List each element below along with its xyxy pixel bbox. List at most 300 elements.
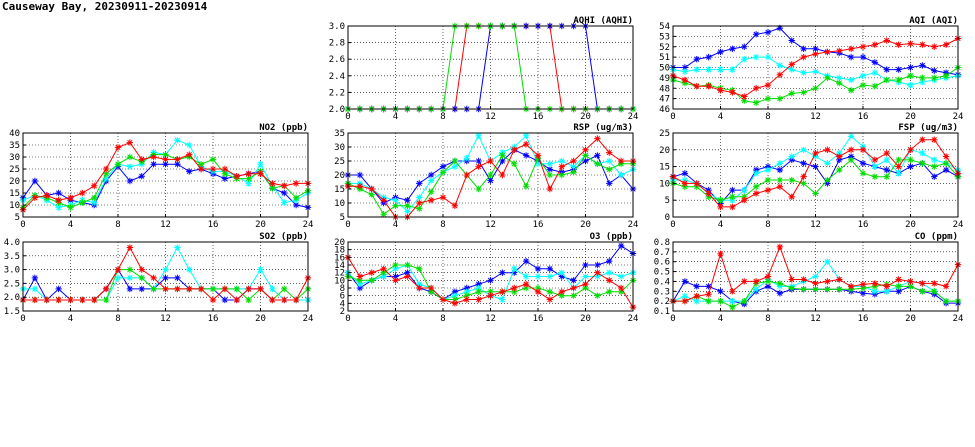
co-series-2-point-12 xyxy=(812,286,818,292)
fsp-series-3-point-22 xyxy=(931,137,937,143)
no2-ytick-label-1: 10 xyxy=(9,201,20,211)
panel-o3 xyxy=(334,232,638,324)
co-series-2-point-9 xyxy=(777,280,783,286)
aqi-series-0-point-6 xyxy=(741,44,747,50)
o3-series-3-point-23 xyxy=(618,285,624,291)
no2-series-0-line xyxy=(23,164,308,207)
o3-series-1-point-16 xyxy=(535,273,541,279)
no2-ytick-label-3: 20 xyxy=(9,177,20,187)
no2-series-3-point-7 xyxy=(103,166,109,172)
so2-series-0-point-12 xyxy=(162,275,168,281)
no2-series-3-point-3 xyxy=(55,197,61,203)
no2-series-3-point-19 xyxy=(245,171,251,177)
rsp-series-3-point-12 xyxy=(487,158,493,164)
so2-ytick-label-3: 3.0 xyxy=(3,265,20,276)
fsp-series-3-point-8 xyxy=(765,187,771,193)
co-series-2-point-3 xyxy=(705,298,711,304)
so2-series-3-point-22 xyxy=(281,297,287,303)
so2-xtick-label-2: 8 xyxy=(115,314,121,324)
aqhi-ytick-label-5: 3.0 xyxy=(328,22,345,32)
aqi-series-3-point-6 xyxy=(741,93,747,99)
so2-series-3-point-3 xyxy=(55,297,61,303)
o3-series-2-point-19 xyxy=(570,292,576,298)
aqi-series-0-point-5 xyxy=(729,46,735,52)
aqi-series-0-point-8 xyxy=(765,29,771,35)
rsp-xtick-label-2: 8 xyxy=(440,220,446,230)
rsp-series-1-point-6 xyxy=(416,194,422,200)
fsp-ytick-label-3: 15 xyxy=(659,162,670,173)
o3-series-0-point-15 xyxy=(523,258,529,264)
fsp-series-2-point-7 xyxy=(753,184,759,190)
aqi-series-3-point-14 xyxy=(836,48,842,54)
no2-series-0-point-9 xyxy=(127,178,133,184)
aqi-series-0-point-19 xyxy=(895,66,901,72)
aqi-ytick-label-4: 50 xyxy=(659,63,670,74)
co-series-1-point-5 xyxy=(729,298,735,304)
fsp-series-3-point-13 xyxy=(824,147,830,153)
fsp-xtick-label-4: 16 xyxy=(857,220,869,230)
fsp-series-3-point-9 xyxy=(777,184,783,190)
co-series-3-point-9 xyxy=(777,244,783,250)
panel-no2 xyxy=(9,123,313,230)
no2-series-2-point-16 xyxy=(210,156,216,162)
co-series-3-point-1 xyxy=(682,298,688,304)
fsp-series-0-point-18 xyxy=(884,167,890,173)
fsp-ytick-label-5: 25 xyxy=(659,129,670,139)
fsp-series-3-point-21 xyxy=(919,137,925,143)
co-series-2-point-19 xyxy=(895,283,901,289)
no2-series-1-point-14 xyxy=(186,142,192,148)
rsp-series-3-point-20 xyxy=(582,147,588,153)
no2-series-3-point-20 xyxy=(257,171,263,177)
no2-series-3-point-18 xyxy=(234,173,240,179)
rsp-series-2-point-11 xyxy=(475,186,481,192)
fsp-series-0-point-5 xyxy=(729,187,735,193)
rsp-series-3-point-21 xyxy=(594,135,600,141)
no2-series-2-point-4 xyxy=(67,204,73,210)
o3-series-1-point-14 xyxy=(511,266,517,272)
rsp-series-3-point-10 xyxy=(464,172,470,178)
no2-series-0-point-14 xyxy=(186,168,192,174)
aqhi-xtick-label-0: 0 xyxy=(345,112,351,122)
o3-series-3-point-1 xyxy=(357,273,363,279)
aqi-series-2-point-8 xyxy=(765,95,771,101)
panel-so2 xyxy=(4,232,314,324)
aqi-series-1-point-1 xyxy=(682,68,688,74)
aqi-ytick-label-3: 49 xyxy=(659,73,670,84)
aqi-series-0-point-10 xyxy=(789,37,795,43)
aqi-series-0-point-22 xyxy=(931,67,937,73)
rsp-series-1-point-15 xyxy=(523,133,529,139)
aqi-series-0-point-3 xyxy=(705,54,711,60)
rsp-series-1-point-22 xyxy=(606,158,612,164)
rsp-series-2-point-7 xyxy=(428,189,434,195)
rsp-ytick-label-4: 25 xyxy=(334,157,345,167)
so2-series-3-point-15 xyxy=(198,286,204,292)
fsp-series-2-point-20 xyxy=(907,157,913,163)
aqi-series-1-point-2 xyxy=(694,66,700,72)
rsp-ytick-label-1: 10 xyxy=(334,199,345,209)
co-series-3-point-17 xyxy=(872,280,878,286)
co-series-1-point-12 xyxy=(812,273,818,279)
fsp-series-0-point-22 xyxy=(931,173,937,179)
fsp-series-3-point-20 xyxy=(907,147,913,153)
o3-xtick-label-6: 24 xyxy=(627,314,639,324)
no2-series-3-point-11 xyxy=(150,154,156,160)
fsp-series-3-point-19 xyxy=(895,163,901,169)
rsp-series-2-point-4 xyxy=(392,203,398,209)
aqi-xtick-label-5: 20 xyxy=(905,112,916,122)
aqi-series-3-point-20 xyxy=(907,40,913,46)
o3-series-2-point-22 xyxy=(606,289,612,295)
rsp-series-3-point-2 xyxy=(369,186,375,192)
so2-series-3-point-20 xyxy=(257,286,263,292)
o3-series-3-point-4 xyxy=(392,277,398,283)
so2-xtick-label-6: 24 xyxy=(302,314,314,324)
no2-series-0-point-22 xyxy=(281,190,287,196)
no2-series-2-point-6 xyxy=(91,195,97,201)
co-series-3-point-11 xyxy=(800,276,806,282)
co-series-3-point-16 xyxy=(860,281,866,287)
aqi-series-3-point-4 xyxy=(717,87,723,93)
aqi-series-0-point-16 xyxy=(860,54,866,60)
no2-xtick-label-1: 4 xyxy=(67,220,74,230)
no2-series-3-point-17 xyxy=(222,166,228,172)
fsp-series-2-point-21 xyxy=(919,160,925,166)
aqi-series-1-point-20 xyxy=(907,82,913,88)
aqi-series-2-point-21 xyxy=(919,75,925,81)
rsp-series-2-point-20 xyxy=(582,152,588,158)
rsp-series-0-point-15 xyxy=(523,152,529,158)
o3-series-1-point-18 xyxy=(559,269,565,275)
aqi-title: AQI (AQI) xyxy=(909,16,958,26)
co-series-3-point-7 xyxy=(753,278,759,284)
no2-series-1-point-20 xyxy=(257,161,263,167)
co-xtick-label-6: 24 xyxy=(952,314,964,324)
fsp-series-1-point-8 xyxy=(765,167,771,173)
so2-series-0-point-10 xyxy=(139,286,145,292)
aqi-series-3-point-23 xyxy=(943,41,949,47)
fsp-series-2-point-14 xyxy=(836,167,842,173)
co-xtick-label-0: 0 xyxy=(670,314,676,324)
so2-xtick-label-3: 12 xyxy=(160,314,171,324)
no2-series-3-point-9 xyxy=(127,139,133,145)
o3-title: O3 (ppb) xyxy=(589,232,633,242)
rsp-series-3-point-19 xyxy=(570,158,576,164)
rsp-series-3-point-8 xyxy=(440,194,446,200)
aqi-series-2-point-22 xyxy=(931,75,937,81)
o3-xtick-label-5: 20 xyxy=(580,314,591,324)
rsp-series-0-point-22 xyxy=(606,180,612,186)
aqhi-ytick-label-1: 2.2 xyxy=(328,88,345,99)
aqi-series-3-point-16 xyxy=(860,44,866,50)
fsp-series-0-point-9 xyxy=(777,167,783,173)
co-series-2-point-14 xyxy=(836,286,842,292)
aqi-series-3-point-5 xyxy=(729,89,735,95)
no2-xtick-label-4: 16 xyxy=(207,220,219,230)
aqi-series-3-point-1 xyxy=(682,77,688,83)
no2-series-0-point-11 xyxy=(150,161,156,167)
so2-series-3-point-11 xyxy=(150,275,156,281)
fsp-series-3-point-16 xyxy=(860,147,866,153)
aqi-series-3-point-3 xyxy=(705,83,711,89)
co-series-3-point-18 xyxy=(884,283,890,289)
rsp-series-2-point-15 xyxy=(523,183,529,189)
fsp-series-1-point-22 xyxy=(931,157,937,163)
rsp-series-2-point-3 xyxy=(380,211,386,217)
o3-ytick-label-8: 18 xyxy=(334,245,345,256)
aqi-series-1-point-9 xyxy=(777,62,783,68)
rsp-series-2-point-9 xyxy=(452,158,458,164)
rsp-series-3-point-9 xyxy=(452,203,458,209)
o3-series-0-point-23 xyxy=(618,243,624,249)
aqi-xtick-label-0: 0 xyxy=(670,112,676,122)
so2-series-1-point-21 xyxy=(269,286,275,292)
o3-series-3-point-3 xyxy=(380,266,386,272)
o3-series-3-point-5 xyxy=(404,273,410,279)
co-ytick-label-2: 0.3 xyxy=(653,287,670,298)
rsp-series-2-point-13 xyxy=(499,152,505,158)
o3-series-3-point-22 xyxy=(606,277,612,283)
aqi-series-2-point-12 xyxy=(812,85,818,91)
so2-series-1-point-9 xyxy=(127,275,133,281)
aqi-series-2-point-7 xyxy=(753,100,759,106)
aqi-series-1-point-16 xyxy=(860,73,866,79)
o3-ytick-label-6: 14 xyxy=(334,261,345,271)
co-series-3-point-12 xyxy=(812,280,818,286)
o3-series-2-point-21 xyxy=(594,292,600,298)
fsp-series-2-point-18 xyxy=(884,173,890,179)
fsp-xtick-label-3: 12 xyxy=(810,220,821,230)
so2-series-3-point-6 xyxy=(91,297,97,303)
co-series-2-point-6 xyxy=(741,298,747,304)
rsp-series-3-point-23 xyxy=(618,158,624,164)
rsp-series-3-point-11 xyxy=(475,163,481,169)
co-title: CO (ppm) xyxy=(914,232,958,242)
aqi-series-1-point-15 xyxy=(848,77,854,83)
fsp-ytick-label-0: 0 xyxy=(664,213,670,223)
rsp-series-1-point-18 xyxy=(559,158,565,164)
no2-series-3-point-12 xyxy=(162,156,168,162)
o3-series-2-point-5 xyxy=(404,262,410,268)
co-series-3-point-15 xyxy=(848,283,854,289)
o3-ytick-label-1: 4 xyxy=(339,299,345,310)
aqi-series-3-point-12 xyxy=(812,51,818,57)
aqi-ytick-label-6: 52 xyxy=(659,42,670,53)
no2-series-0-point-3 xyxy=(55,190,61,196)
o3-series-1-point-17 xyxy=(547,273,553,279)
no2-series-3-point-5 xyxy=(79,190,85,196)
rsp-series-3-point-17 xyxy=(547,186,553,192)
rsp-title: RSP (ug/m3) xyxy=(573,123,633,133)
rsp-ytick-label-3: 20 xyxy=(334,171,345,181)
o3-series-3-point-15 xyxy=(523,281,529,287)
aqi-series-0-point-21 xyxy=(919,62,925,68)
panel-rsp xyxy=(334,123,638,230)
so2-series-0-point-13 xyxy=(174,275,180,281)
fsp-series-0-point-23 xyxy=(943,167,949,173)
o3-series-3-point-20 xyxy=(582,281,588,287)
o3-series-3-point-13 xyxy=(499,289,505,295)
rsp-xtick-label-3: 12 xyxy=(485,220,496,230)
so2-ytick-label-1: 2.0 xyxy=(3,293,20,304)
rsp-series-2-point-18 xyxy=(559,172,565,178)
fsp-series-3-point-23 xyxy=(943,153,949,159)
o3-series-2-point-17 xyxy=(547,289,553,295)
no2-series-3-point-23 xyxy=(293,180,299,186)
co-ytick-label-4: 0.5 xyxy=(653,267,670,278)
aqi-series-3-point-11 xyxy=(800,54,806,60)
aqi-ytick-label-2: 48 xyxy=(659,84,670,95)
o3-xtick-label-1: 4 xyxy=(392,314,399,324)
aqi-series-1-point-8 xyxy=(765,54,771,60)
rsp-series-3-point-7 xyxy=(428,197,434,203)
o3-series-0-point-16 xyxy=(535,266,541,272)
so2-series-3-point-18 xyxy=(234,297,240,303)
aqi-series-2-point-19 xyxy=(895,77,901,83)
so2-ytick-label-5: 4.0 xyxy=(3,238,20,248)
no2-series-3-point-8 xyxy=(115,144,121,150)
o3-series-0-point-19 xyxy=(570,277,576,283)
co-series-3-point-13 xyxy=(824,278,830,284)
aqi-series-0-point-18 xyxy=(884,66,890,72)
no2-ytick-label-2: 15 xyxy=(9,189,20,199)
panel-fsp xyxy=(659,123,963,230)
o3-ytick-label-3: 8 xyxy=(339,284,345,294)
no2-series-1-point-9 xyxy=(127,163,133,169)
so2-series-0-point-17 xyxy=(222,297,228,303)
co-ytick-label-6: 0.7 xyxy=(653,247,670,258)
no2-ytick-label-4: 25 xyxy=(9,165,20,175)
rsp-ytick-label-0: 5 xyxy=(339,213,345,223)
so2-series-3-point-16 xyxy=(210,297,216,303)
aqi-series-3-point-22 xyxy=(931,44,937,50)
rsp-ytick-label-5: 30 xyxy=(334,143,345,153)
fsp-series-1-point-11 xyxy=(800,147,806,153)
rsp-series-2-point-12 xyxy=(487,172,493,178)
co-series-3-point-19 xyxy=(895,276,901,282)
aqi-ytick-label-0: 46 xyxy=(659,105,670,115)
co-series-0-point-1 xyxy=(682,278,688,284)
fsp-series-1-point-18 xyxy=(884,157,890,163)
aqi-ytick-label-7: 53 xyxy=(659,32,670,43)
no2-ytick-label-6: 35 xyxy=(9,141,20,151)
aqhi-xtick-label-2: 8 xyxy=(440,112,446,122)
co-series-0-point-4 xyxy=(717,288,723,294)
fsp-series-0-point-20 xyxy=(907,163,913,169)
no2-xtick-label-6: 24 xyxy=(302,220,314,230)
o3-series-3-point-7 xyxy=(428,285,434,291)
aqhi-xtick-label-5: 20 xyxy=(580,112,591,122)
co-series-3-point-23 xyxy=(943,283,949,289)
rsp-xtick-label-1: 4 xyxy=(392,220,399,230)
aqi-series-3-point-8 xyxy=(765,82,771,88)
no2-series-3-point-13 xyxy=(174,156,180,162)
rsp-series-2-point-19 xyxy=(570,169,576,175)
co-series-2-point-23 xyxy=(943,298,949,304)
aqhi-xtick-label-1: 4 xyxy=(392,112,399,122)
o3-ytick-label-2: 6 xyxy=(339,291,345,302)
rsp-series-2-point-21 xyxy=(594,161,600,167)
fsp-series-2-point-23 xyxy=(943,160,949,166)
fsp-series-2-point-15 xyxy=(848,157,854,163)
rsp-series-2-point-22 xyxy=(606,166,612,172)
o3-xtick-label-3: 12 xyxy=(485,314,496,324)
aqi-series-3-point-13 xyxy=(824,49,830,55)
fsp-series-1-point-10 xyxy=(789,153,795,159)
aqi-xtick-label-2: 8 xyxy=(765,112,771,122)
rsp-series-0-point-8 xyxy=(440,163,446,169)
fsp-series-2-point-4 xyxy=(717,197,723,203)
co-ytick-label-3: 0.4 xyxy=(653,277,670,288)
o3-series-3-point-17 xyxy=(547,296,553,302)
co-series-0-point-2 xyxy=(694,283,700,289)
fsp-series-2-point-13 xyxy=(824,177,830,183)
o3-series-3-point-21 xyxy=(594,269,600,275)
rsp-xtick-label-0: 0 xyxy=(345,220,351,230)
fsp-series-3-point-15 xyxy=(848,147,854,153)
fsp-xtick-label-0: 0 xyxy=(670,220,676,230)
rsp-series-2-point-14 xyxy=(511,161,517,167)
co-xtick-label-1: 4 xyxy=(717,314,724,324)
o3-series-3-point-14 xyxy=(511,285,517,291)
fsp-series-3-point-7 xyxy=(753,190,759,196)
rsp-series-3-point-15 xyxy=(523,141,529,147)
co-xtick-label-2: 8 xyxy=(765,314,771,324)
co-ytick-label-5: 0.6 xyxy=(653,257,670,268)
fsp-series-1-point-21 xyxy=(919,150,925,156)
so2-xtick-label-5: 20 xyxy=(255,314,266,324)
rsp-series-3-point-1 xyxy=(357,183,363,189)
co-series-2-point-21 xyxy=(919,288,925,294)
fsp-ytick-label-2: 10 xyxy=(659,179,670,190)
rsp-series-1-point-11 xyxy=(475,133,481,139)
o3-ytick-label-0: 2 xyxy=(339,307,345,317)
aqi-series-0-point-15 xyxy=(848,54,854,60)
no2-series-3-point-4 xyxy=(67,195,73,201)
co-series-3-point-4 xyxy=(717,251,723,257)
aqi-series-3-point-21 xyxy=(919,41,925,47)
aqi-xtick-label-1: 4 xyxy=(717,112,724,122)
co-series-3-point-8 xyxy=(765,273,771,279)
fsp-series-0-point-1 xyxy=(682,170,688,176)
aqi-series-0-point-20 xyxy=(907,64,913,70)
co-xtick-label-3: 12 xyxy=(810,314,821,324)
aqhi-ytick-label-2: 2.4 xyxy=(328,71,345,82)
aqi-series-3-point-9 xyxy=(777,72,783,78)
so2-series-3-point-17 xyxy=(222,286,228,292)
o3-xtick-label-2: 8 xyxy=(440,314,446,324)
no2-ytick-label-5: 30 xyxy=(9,153,20,163)
co-series-2-point-10 xyxy=(789,285,795,291)
so2-series-3-point-14 xyxy=(186,286,192,292)
so2-series-2-point-9 xyxy=(127,266,133,272)
co-series-3-point-3 xyxy=(705,291,711,297)
o3-series-1-point-15 xyxy=(523,273,529,279)
aqi-series-1-point-5 xyxy=(729,66,735,72)
fsp-series-1-point-19 xyxy=(895,170,901,176)
o3-series-0-point-17 xyxy=(547,266,553,272)
rsp-series-1-point-10 xyxy=(464,155,470,161)
fsp-xtick-label-6: 24 xyxy=(952,220,964,230)
fsp-series-3-point-12 xyxy=(812,150,818,156)
aqi-series-1-point-11 xyxy=(800,69,806,75)
aqi-series-3-point-17 xyxy=(872,41,878,47)
so2-series-2-point-7 xyxy=(103,297,109,303)
fsp-xtick-label-5: 20 xyxy=(905,220,916,230)
o3-series-0-point-21 xyxy=(594,262,600,268)
aqhi-xtick-label-6: 24 xyxy=(627,112,639,122)
